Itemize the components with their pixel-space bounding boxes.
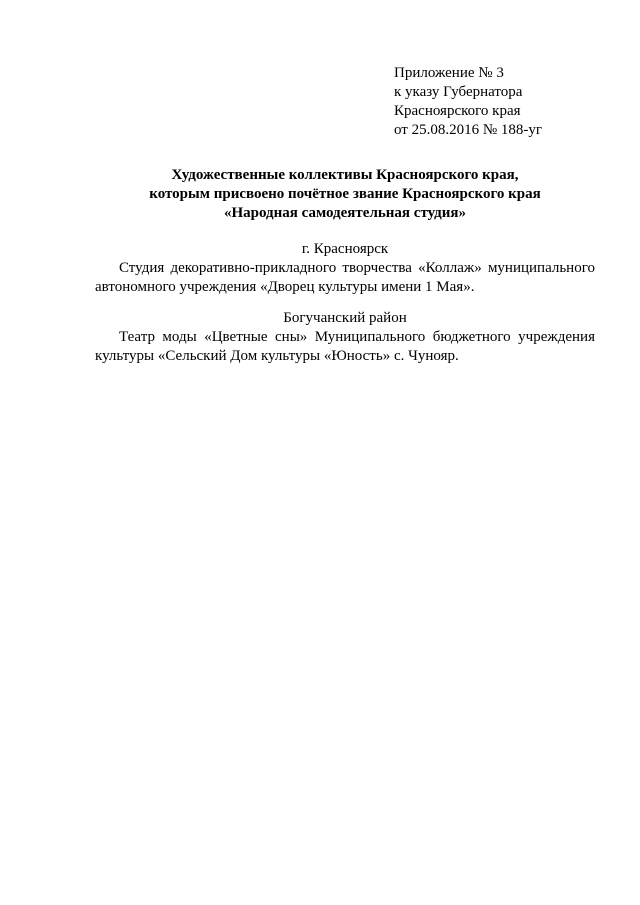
section-krasnoyarsk [95, 240, 595, 297]
document-title [95, 166, 595, 223]
appendix-decree-ref: к указу Губернатора [394, 84, 523, 100]
title-line-2: которым присвоено почётное звание Красноярского края [149, 186, 541, 202]
section-text: Театр моды «Цветные сны» Муниципального бюджетного учреждения культуры «Сельский Дом культуры «Юность» с. Чунояр. [95, 329, 595, 364]
section-heading: г. Красноярск [301, 241, 389, 257]
section-heading: Богучанский район [283, 310, 407, 326]
section-text: Студия декоративно-прикладного творчества «Коллаж» муниципального автономного учреждения «Дворец культуры имени 1 Мая». [95, 260, 595, 295]
appendix-block [394, 64, 542, 140]
appendix-date-number: от 25.08.2016 № 188-уг [394, 122, 543, 138]
appendix-region: Красноярского края [394, 103, 521, 119]
appendix-number: Приложение № 3 [394, 65, 504, 81]
title-line-1: Художественные коллективы Красноярского края, [171, 167, 519, 183]
title-line-3: «Народная самодеятельная студия» [223, 205, 467, 221]
section-boguchany [95, 309, 595, 366]
